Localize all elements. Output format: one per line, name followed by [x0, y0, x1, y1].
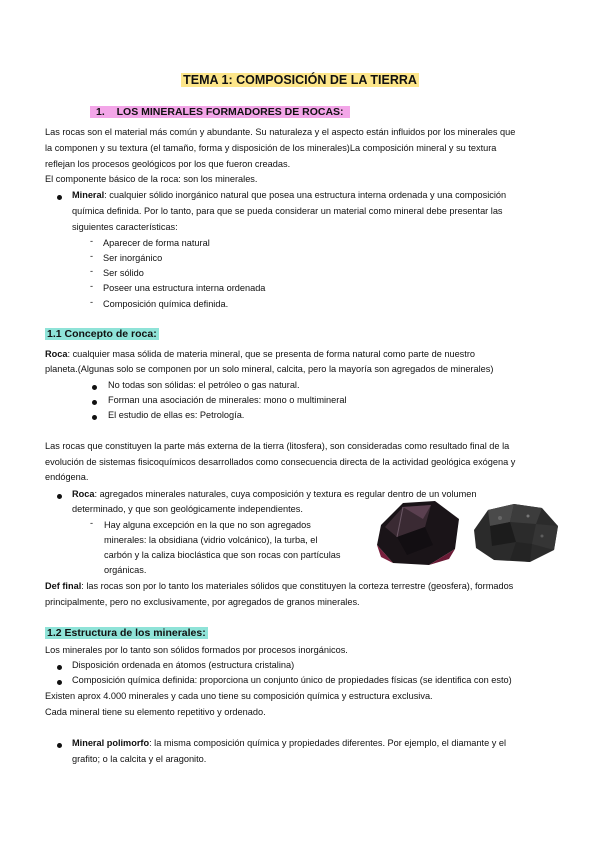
minerales-intro: Los minerales por lo tanto son sólidos formados por procesos inorgánicos.: [45, 645, 348, 655]
litosfera-line-2: evolución de sistemas fisicoquímicos desarrollados como consecuencia directa de la actividad geológica exógena y: [45, 457, 516, 467]
roca-bullet: El estudio de ellas es: Petrología.: [108, 410, 245, 420]
roca-definition-line-1: Roca: cualquier masa sólida de materia mineral, que se presenta de forma natural como parte de nuestro: [45, 349, 476, 359]
intro-line-1: Las rocas son el material más común y abundante. Su naturaleza y el aspecto están influidos por los minerales que: [45, 127, 516, 137]
section-1-2-heading: 1.2 Estructura de los minerales:: [47, 627, 206, 639]
characteristic-item: Poseer una estructura interna ordenada: [103, 283, 266, 293]
litosfera-line-1: Las rocas que constituyen la parte más externa de la tierra (litosfera), son consideradas como resultado final de la: [45, 441, 510, 451]
roca2-line-2: determinado, y que son geológicamente independientes.: [72, 504, 303, 514]
roca-bullet: Forman una asociación de minerales: mono o multimineral: [108, 395, 347, 405]
mineral-definition-line-3: siguientes características:: [72, 222, 178, 232]
intro-line-2: la componen y su textura (el tamaño, forma y disposición de los minerales)La composición mineral y su textura: [45, 143, 497, 153]
dash-marker: -: [90, 236, 94, 246]
exception-line-4: orgánicas.: [104, 565, 147, 575]
section-1-1-heading: 1.1 Concepto de roca:: [47, 328, 157, 340]
exception-line-2: minerales: la obsidiana (vidrio volcánico), la turba, el: [104, 535, 318, 545]
bullet-dot: [57, 494, 62, 499]
mineral-definition-line-2: química definida. Por lo tanto, para que se pueda considerar un material como mineral debe presentar las: [72, 206, 503, 216]
bullet-dot: [92, 415, 97, 420]
bullet-dot: [57, 743, 62, 748]
bullet-dot: [92, 385, 97, 390]
characteristic-item: Composición química definida.: [103, 299, 229, 309]
def-final-line-2: principalmente, pero no exclusivamente, por agregados de granos minerales.: [45, 597, 360, 607]
characteristic-item: Aparecer de forma natural: [103, 238, 210, 248]
intro-line-3: reflejan los procesos geológicos por los que fueron creadas.: [45, 159, 291, 169]
dash-marker: -: [90, 518, 94, 528]
bullet-dot: [92, 400, 97, 405]
dash-marker: -: [90, 281, 94, 291]
coal-rock-image: [470, 500, 560, 564]
obsidian-rock-image: [373, 497, 463, 569]
estructura-bullet: Composición química definida: proporciona un conjunto único de propiedades físicas (se identifica con esto): [72, 675, 512, 685]
page-title: TEMA 1: COMPOSICIÓN DE LA TIERRA: [183, 73, 417, 87]
polimorfo-line-2: grafito; o la calcita y el aragonito.: [72, 754, 207, 764]
characteristic-item: Ser sólido: [103, 268, 144, 278]
roca2-line-1: Roca: agregados minerales naturales, cuya composición y textura es regular dentro de un volumen: [72, 489, 477, 499]
bullet-dot: [57, 680, 62, 685]
intro-line-4: El componente básico de la roca: son los minerales.: [45, 174, 258, 184]
exception-line-3: carbón y la caliza bioclástica que son rocas con partículas: [104, 550, 341, 560]
estructura-bullet: Disposición ordenada en átomos (estructura cristalina): [72, 660, 295, 670]
polimorfo-line-1: Mineral polimorfo: la misma composición química y propiedades diferentes. Por ejemplo, el diamante y el: [72, 738, 507, 748]
mineral-definition-line-1: Mineral: cualquier sólido inorgánico natural que posea una estructura interna ordenada y una composición: [72, 190, 507, 200]
exception-line-1: Hay alguna excepción en la que no son agregados: [104, 520, 311, 530]
roca-bullet: No todas son sólidas: el petróleo o gas natural.: [108, 380, 300, 390]
litosfera-line-3: endógena.: [45, 472, 89, 482]
dash-marker: -: [90, 251, 94, 261]
section-1-heading: 1. LOS MINERALES FORMADORES DE ROCAS:: [90, 106, 350, 118]
roca-definition-line-2: planeta.(Algunas solo se componen por un solo mineral, calcita, pero la mayoría son agregados de minerales): [45, 364, 494, 374]
bullet-dot: [57, 665, 62, 670]
dash-marker: -: [90, 266, 94, 276]
def-final-line-1: Def final: las rocas son por lo tanto los materiales sólidos que constituyen la corteza terrestre (geosfera), formados: [45, 581, 514, 591]
minerales-line-2: Cada mineral tiene su elemento repetitivo y ordenado.: [45, 707, 266, 717]
characteristic-item: Ser inorgánico: [103, 253, 163, 263]
dash-marker: -: [90, 297, 94, 307]
minerales-line-1: Existen aprox 4.000 minerales y cada uno tiene su composición química y estructura exclusiva.: [45, 691, 433, 701]
bullet-dot: [57, 195, 62, 200]
